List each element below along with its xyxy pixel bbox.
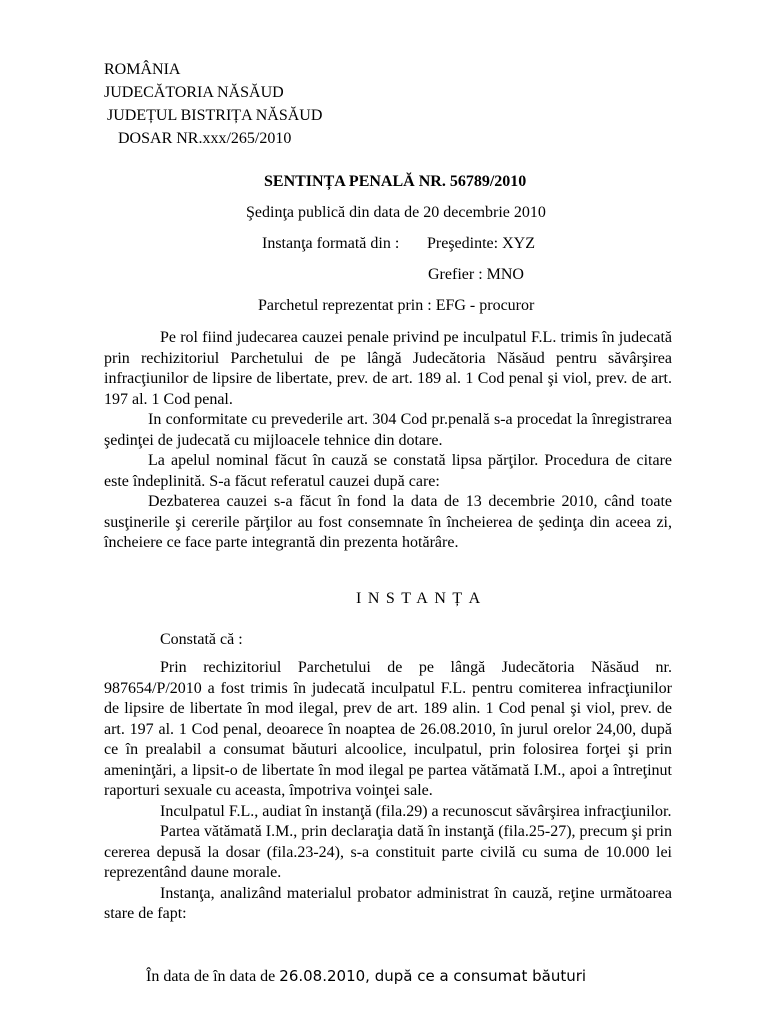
header-country: ROMÂNIA bbox=[104, 61, 181, 78]
last-line-serif: În data de în data de bbox=[146, 968, 276, 985]
finds-label: Constată că : bbox=[160, 631, 243, 648]
paragraph: Inculpatul F.L., audiat în instanţă (fila.29) a recunoscut săvârşirea infracţiunilor. bbox=[160, 802, 672, 820]
header-court: JUDECĂTORIA NĂSĂUD bbox=[104, 84, 284, 101]
header-county: JUDEȚUL BISTRIȚA NĂSĂUD bbox=[107, 107, 323, 124]
findings-section bbox=[104, 658, 672, 925]
paragraph: Partea vătămată I.M., prin declaraţia dată în instanţă (fila.25-27), precum şi prin cererea depusă la dosar (fila.23-24), s-a constituit parte civilă cu suma de 10.000 lei reprezentând daune morale. bbox=[104, 823, 672, 881]
paragraph: Dezbaterea cauzei s-a făcut în fond la data de 13 decembrie 2010, când toate susţinerile şi cererile părţilor au fost consemnate în încheierea de şedinţa din aceea zi, încheiere ce face parte integrantă din prezenta hotărâre. bbox=[104, 493, 672, 551]
panel-label: Instanţa formată din : bbox=[262, 235, 400, 252]
prosecutor-line: Parchetul reprezentat prin : EFG - procuror bbox=[258, 297, 535, 314]
panel-president: Preşedinte: XYZ bbox=[427, 235, 535, 252]
paragraph: Prin rechizitoriul Parchetului de pe lângă Judecătoria Năsăud nr. 987654/P/2010 a fost trimis în judecată inculpatul F.L. pentru comiterea infracţiunilor de lipsire de libertate în mod ilegal, prev de art. 189 alin. 1 Cod penal şi viol, prev. de art. 197 al. 1 Cod penal, deoarece în noaptea de 26.08.2010, în jurul orelor 24,00, după ce în prealabil a consumat băuturi alcoolice, inculpatul, prin folosirea forţei şi prin ameninţări, a lipsit-o de libertate în mod ilegal pe partea vătămată I.M., apoi a întreţinut raporturi sexuale cu aceasta, împotriva voinţei sale. bbox=[104, 659, 672, 799]
paragraph: La apelul nominal făcut în cauză se constată lipsa părţilor. Procedura de citare este îndeplinită. S-a făcut referatul cauzei după care: bbox=[104, 452, 672, 490]
document-header bbox=[104, 58, 322, 150]
paragraph: Instanţa, analizând materialul probator administrat în cauză, reţine următoarea stare de fapt: bbox=[104, 884, 672, 922]
header-file-number: DOSAR NR.xxx/265/2010 bbox=[118, 130, 292, 147]
panel-clerk: Grefier : MNO bbox=[428, 266, 524, 283]
truncated-last-line bbox=[146, 966, 586, 988]
section-heading: INSTANȚA bbox=[356, 590, 487, 607]
paragraph: In conformitate cu prevederile art. 304 Cod pr.penală s-a procedat la înregistrarea şedinţei de judecată cu mijloacele tehnice din dotare. bbox=[104, 411, 672, 449]
session-date: Şedinţa publică din data de 20 decembrie 2010 bbox=[246, 204, 546, 221]
sentence-title: SENTINȚA PENALĂ NR. 56789/2010 bbox=[264, 173, 527, 190]
last-line-sans: 26.08.2010, după ce a consumat băuturi bbox=[279, 967, 587, 985]
intro-section bbox=[104, 328, 672, 554]
paragraph: Pe rol fiind judecarea cauzei penale privind pe inculpatul F.L. trimis în judecată prin rechizitoriul Parchetului de pe lângă Judecătoria Năsăud pentru săvârşirea infracţiunilor de lipsire de libertate, prev. de art. 189 al. 1 Cod penal şi viol, prev. de art. 197 al. 1 Cod penal. bbox=[104, 329, 672, 408]
